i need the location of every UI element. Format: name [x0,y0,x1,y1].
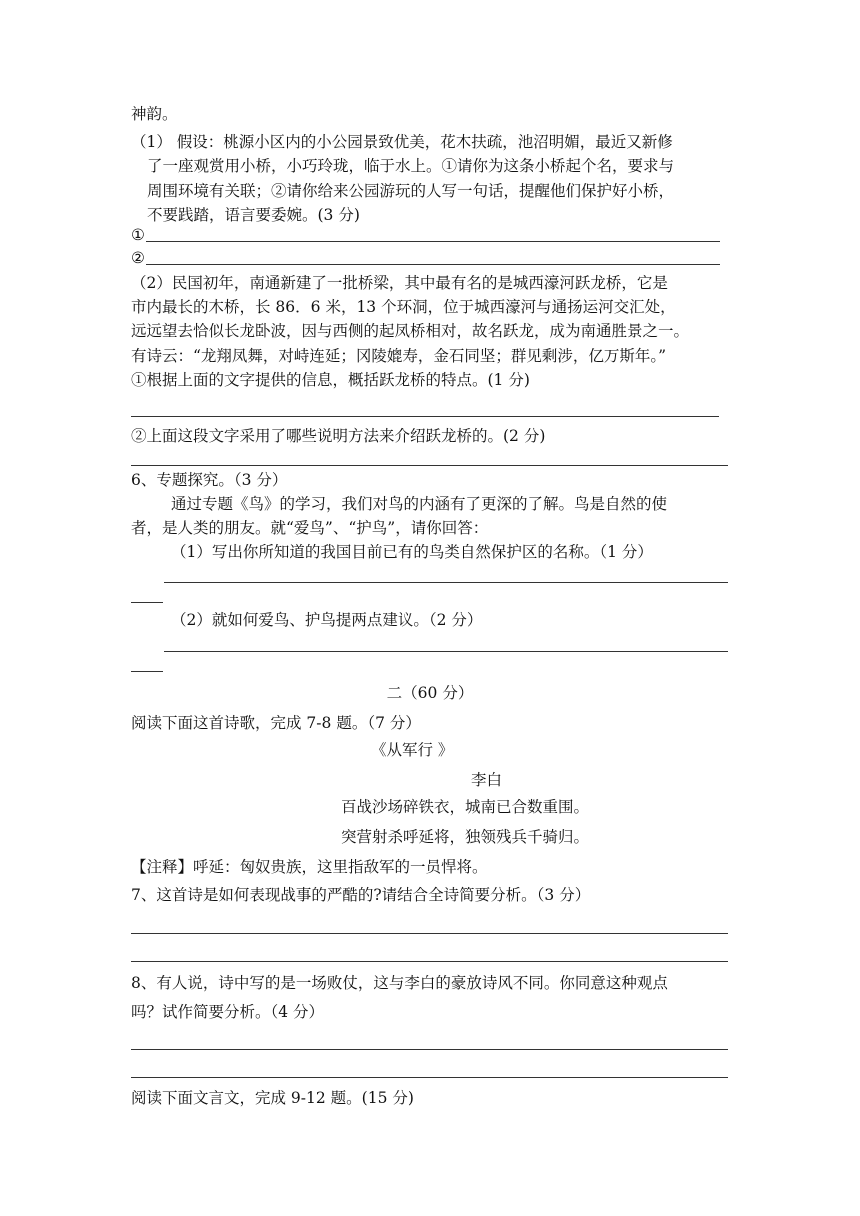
answer-line[interactable] [164,582,728,583]
question-2-prompt: （2）民国初年，南通新建了一批桥梁，其中最有名的是城西濠河跃龙桥，它是 [131,274,668,292]
answer-label-2: ② [131,249,145,267]
poem-title: 《从军行 》 [371,741,454,759]
text-line: 通过专题《鸟》的学习，我们对鸟的内涵有了更深的了解。鸟是自然的使 [171,495,668,513]
question-1-prompt: （1） 假设：桃源小区内的小公园景致优美，花木扶疏，池沼明媚，最近又新修 [131,133,673,151]
text-line: 远远望去恰似长龙卧波，因与西侧的起凤桥相对，故名跃龙，成为南通胜景之一。 [131,322,690,340]
answer-line[interactable] [164,651,728,652]
poem-line: 百战沙场碎铁衣，城南已合数重围。 [341,798,590,816]
answer-line[interactable] [131,1077,728,1078]
sub-question: （1）写出你所知道的我国目前已有的鸟类自然保护区的名称。（1 分） [171,543,653,561]
section-heading: 二（60 分） [386,684,474,702]
answer-line[interactable] [146,264,720,265]
text-line: 不要践踏，语言要委婉。(3 分) [147,206,360,224]
answer-line-tail[interactable] [131,602,163,603]
answer-line[interactable] [131,961,728,962]
text-line: 吗？试作简要分析。（4 分） [131,1003,325,1021]
reading-instruction: 阅读下面这首诗歌，完成 7-8 题。（7 分） [131,714,421,732]
text-line: 周围环境有关联；②请你给来公园游玩的人写一句话，提醒他们保护好小桥， [147,182,675,200]
sub-question: ①根据上面的文字提供的信息，概括跃龙桥的特点。(1 分) [131,371,530,389]
text-line: 神韵。 [131,105,178,123]
sub-question: （2）就如何爱鸟、护鸟提两点建议。（2 分） [171,611,483,629]
reading-instruction: 阅读下面文言文，完成 9-12 题。(15 分) [131,1089,414,1107]
answer-label-1: ① [131,226,145,244]
answer-line[interactable] [131,933,728,934]
text-line: 者，是人类的朋友。就“爱鸟”、“护鸟”，请你回答： [131,519,489,537]
text-line: 了一座观赏用小桥，小巧玲珑，临于水上。①请你为这条小桥起个名，要求与 [147,157,675,175]
question-8: 8、有人说，诗中写的是一场败仗，这与李白的豪放诗风不同。你同意这种观点 [131,974,668,992]
sub-question: ②上面这段文字采用了哪些说明方法来介绍跃龙桥的。(2 分) [131,427,546,445]
answer-line[interactable] [131,1049,728,1050]
answer-line-tail[interactable] [131,671,163,672]
answer-line[interactable] [131,416,719,417]
poem-note: 【注释】呼延：匈奴贵族，这里指敌军的一员悍将。 [131,858,488,876]
poem-line: 突营射杀呼延将，独领残兵千骑归。 [341,828,590,846]
answer-line[interactable] [131,465,728,466]
text-line: 有诗云：“龙翔凤舞，对峙连延；冈陵媲寿，金石同坚；群见剩涉，亿万斯年。” [131,347,667,365]
question-7: 7、这首诗是如何表现战事的严酷的?请结合全诗简要分析。（3 分） [131,886,591,904]
answer-line[interactable] [146,241,720,242]
text-line: 市内最长的木桥，长 86．6 米，13 个环洞，位于城西濠河与通扬运河交汇处， [131,298,676,316]
poem-author: 李白 [471,771,503,789]
question-6-heading: 6、专题探究。（3 分） [131,471,288,489]
